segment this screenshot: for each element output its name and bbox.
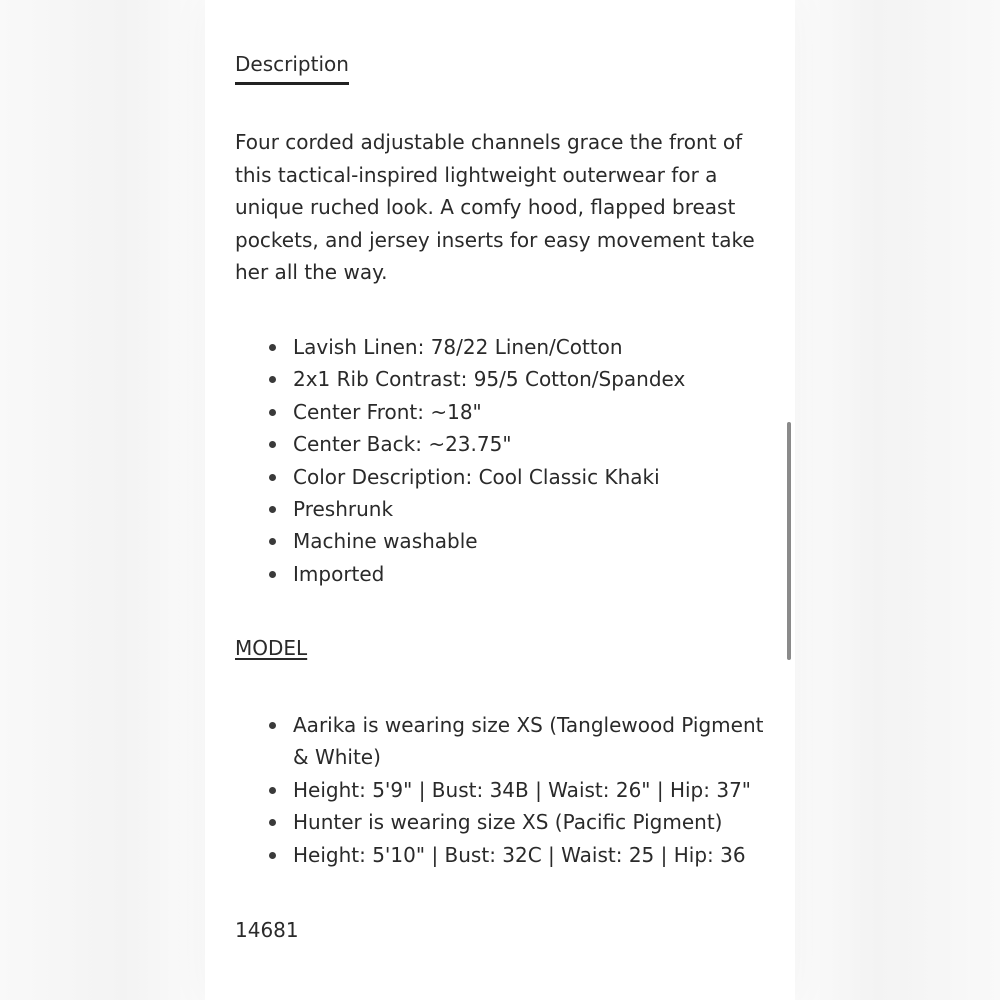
bullet-icon	[269, 441, 276, 448]
bullet-icon	[269, 852, 276, 859]
bullet-icon	[269, 571, 276, 578]
backdrop-right	[795, 0, 1000, 1000]
list-item	[235, 558, 765, 590]
list-item	[235, 493, 765, 525]
feature-text: 2x1 Rib Contrast: 95/5 Cotton/Spandex	[293, 367, 686, 392]
list-item	[235, 839, 765, 871]
sku-number: 14681	[235, 918, 299, 942]
list-item	[235, 806, 765, 838]
product-description: Four corded adjustable channels grace the front of this tactical-inspired lightweight outerwear for a unique ruched look. A comfy hood, flapped breast pockets, and jersey inserts for easy movement take her all the way.	[235, 130, 755, 284]
bullet-icon	[269, 344, 276, 351]
bullet-icon	[269, 474, 276, 481]
bullet-icon	[269, 376, 276, 383]
feature-text: Machine washable	[293, 529, 478, 554]
feature-text: Center Back: ~23.75"	[293, 432, 512, 457]
model-text: Height: 5'10" | Bust: 32C | Waist: 25 | Hip: 36	[293, 842, 746, 867]
list-item	[235, 363, 765, 395]
list-item	[235, 396, 765, 428]
feature-text: Preshrunk	[293, 497, 394, 522]
list-item	[235, 331, 765, 363]
model-text: Aarika is wearing size XS (Tanglewood Pigment & White)	[293, 713, 764, 770]
features-list	[235, 331, 765, 590]
bullet-icon	[269, 409, 276, 416]
scrollbar[interactable]	[787, 422, 791, 660]
bullet-icon	[269, 722, 276, 729]
list-item	[235, 461, 765, 493]
bullet-icon	[269, 506, 276, 513]
bullet-icon	[269, 538, 276, 545]
feature-text: Imported	[293, 561, 385, 586]
model-text: Height: 5'9" | Bust: 34B | Waist: 26" | Hip: 37"	[293, 777, 751, 802]
model-text: Hunter is wearing size XS (Pacific Pigment)	[293, 810, 723, 835]
feature-text: Color Description: Cool Classic Khaki	[293, 464, 660, 489]
feature-text: Lavish Linen: 78/22 Linen/Cotton	[293, 335, 623, 359]
list-item	[235, 525, 765, 557]
list-item	[235, 709, 765, 774]
model-heading: MODEL	[235, 636, 308, 660]
tab-description[interactable]: Description	[235, 52, 349, 85]
bullet-icon	[269, 787, 276, 794]
product-details-panel	[205, 0, 795, 1000]
feature-text: Center Front: ~18"	[293, 399, 482, 424]
list-item	[235, 428, 765, 460]
backdrop-left	[0, 0, 205, 1000]
model-list	[235, 709, 765, 871]
list-item	[235, 774, 765, 806]
bullet-icon	[269, 819, 276, 826]
